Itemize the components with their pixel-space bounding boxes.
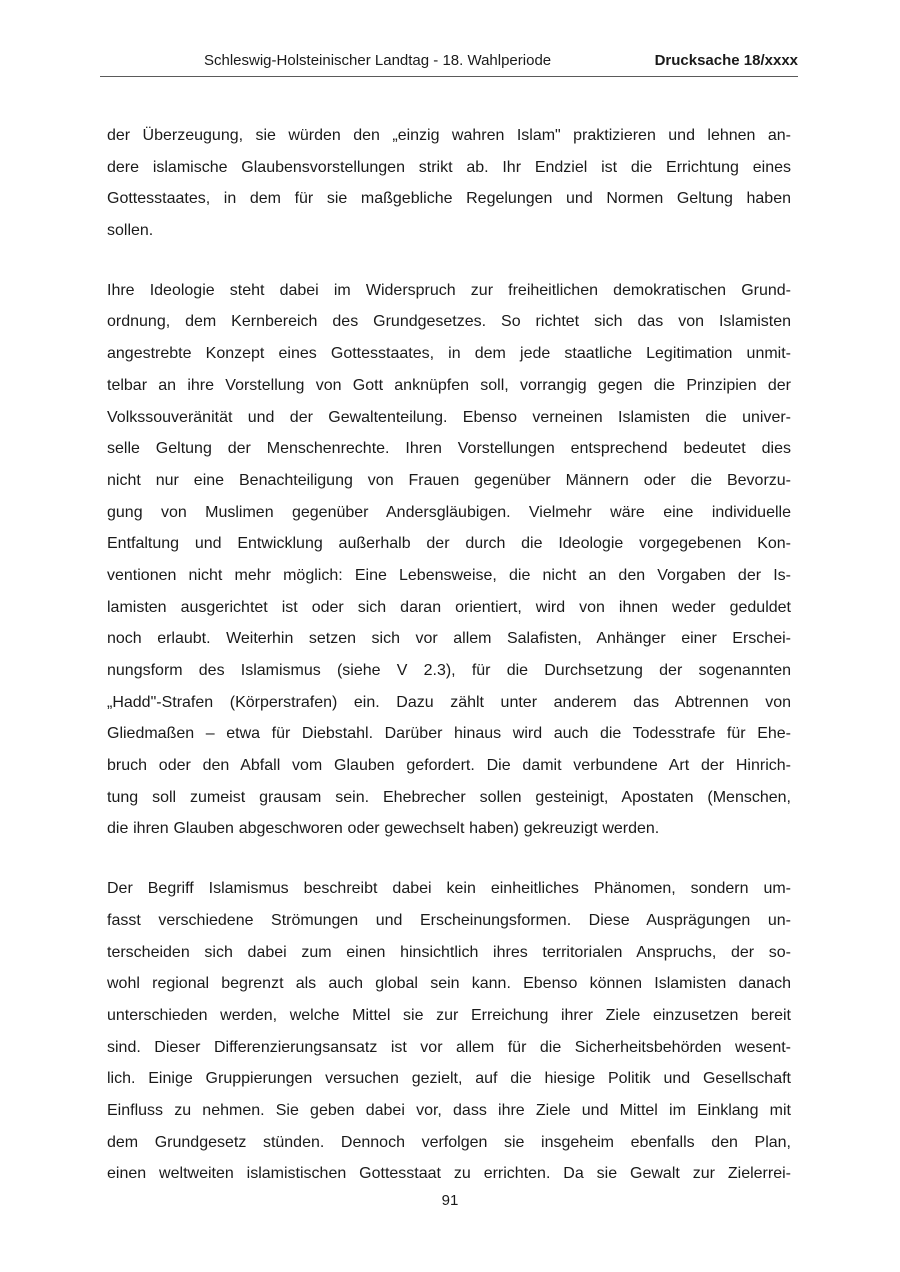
text-line: nungsform des Islamismus (siehe V 2.3), für die Durchsetzung der sogenannten bbox=[107, 662, 791, 679]
text-line: sind. Dieser Differenzierungsansatz ist vor allem für die Sicherheitsbehörden wesent- bbox=[107, 1038, 791, 1056]
document-body bbox=[107, 120, 791, 1218]
text-line: ventionen nicht mehr möglich: Eine Lebensweise, die nicht an den Vorgaben der Is- bbox=[107, 566, 791, 584]
text-line: „Hadd"-Strafen (Körperstrafen) ein. Dazu zählt unter anderem das Abtrennen von bbox=[107, 693, 791, 711]
document-footer bbox=[0, 1192, 900, 1210]
text-line: lamisten ausgerichtet ist oder sich daran orientiert, wird von ihnen weder geduldet bbox=[107, 598, 791, 616]
text-line: die ihren Glauben abgeschworen oder gewechselt haben) gekreuzigt werden. bbox=[107, 820, 660, 838]
text-line: der Überzeugung, sie würden den „einzig wahren Islam" praktizieren und lehnen an- bbox=[107, 127, 791, 144]
text-line: fasst verschiedene Strömungen und Erscheinungsformen. Diese Ausprägungen un- bbox=[107, 911, 791, 929]
text-line: wohl regional begrenzt als auch global sein kann. Ebenso können Islamisten danach bbox=[107, 975, 791, 993]
text-line: Der Begriff Islamismus beschreibt dabei kein einheitliches Phänomen, sondern um- bbox=[107, 880, 791, 898]
paragraph bbox=[107, 275, 791, 845]
text-line: Entfaltung und Entwicklung außerhalb der durch die Ideologie vorgegebenen Kon- bbox=[107, 535, 791, 553]
paragraph bbox=[107, 873, 791, 1190]
text-line: einen weltweiten islamistischen Gottesstaat zu errichten. Da sie Gewalt zur Zielerrei- bbox=[107, 1165, 791, 1183]
text-line: telbar an ihre Vorstellung von Gott anknüpfen soll, vorrangig gegen die Prinzipien der bbox=[107, 376, 791, 394]
text-line: lich. Einige Gruppierungen versuchen gezielt, auf die hiesige Politik und Gesellschaft bbox=[107, 1070, 791, 1088]
text-line: tung soll zumeist grausam sein. Ehebrecher sollen gesteinigt, Apostaten (Menschen, bbox=[107, 788, 791, 806]
text-line: sollen. bbox=[107, 222, 154, 240]
text-line: gung von Muslimen gegenüber Andersgläubigen. Vielmehr wäre eine individuelle bbox=[107, 503, 791, 521]
text-line: terscheiden sich dabei zum einen hinsichtlich ihres territorialen Anspruchs, der so- bbox=[107, 943, 791, 961]
header-parliament-title: Schleswig-Holsteinischer Landtag - 18. Wahlperiode bbox=[204, 52, 552, 69]
text-line: Ihre Ideologie steht dabei im Widerspruch zur freiheitlichen demokratischen Grund- bbox=[107, 281, 791, 299]
text-line: Gliedmaßen – etwa für Diebstahl. Darüber hinaus wird auch die Todesstrafe für Ehe- bbox=[107, 725, 791, 743]
header-drucksache-label: Drucksache 18/xxxx bbox=[654, 52, 798, 69]
text-line: bruch oder den Abfall vom Glauben gefordert. Die damit verbundene Art der Hinrich- bbox=[107, 757, 791, 775]
paragraph bbox=[107, 120, 791, 247]
text-line: ordnung, dem Kernbereich des Grundgesetzes. So richtet sich das von Islamisten bbox=[107, 313, 791, 331]
text-line: Einfluss zu nehmen. Sie geben dabei vor, dass ihre Ziele und Mittel im Einklang mit bbox=[107, 1101, 791, 1119]
text-line: selle Geltung der Menschenrechte. Ihren Vorstellungen entsprechend bedeutet dies bbox=[107, 440, 791, 458]
text-line: nicht nur eine Benachteiligung von Frauen gegenüber Männern oder die Bevorzu- bbox=[107, 471, 791, 489]
page-number: 91 bbox=[441, 1192, 459, 1209]
text-line: Volkssouveränität und der Gewaltenteilung. Ebenso verneinen Islamisten die univer- bbox=[107, 408, 791, 426]
text-line: dem Grundgesetz stünden. Dennoch verfolgen sie insgeheim ebenfalls den Plan, bbox=[107, 1133, 791, 1151]
text-line: Gottesstaates, in dem für sie maßgebliche Regelungen und Normen Geltung haben bbox=[107, 190, 791, 208]
text-line: angestrebte Konzept eines Gottesstaates, in dem jede staatliche Legitimation unmit- bbox=[107, 345, 791, 363]
document-header bbox=[100, 52, 798, 77]
text-line: unterschieden werden, welche Mittel sie zur Erreichung ihrer Ziele einzusetzen bereit bbox=[107, 1006, 791, 1024]
text-line: dere islamische Glaubensvorstellungen strikt ab. Ihr Endziel ist die Errichtung eines bbox=[107, 158, 791, 176]
text-line: noch erlaubt. Weiterhin setzen sich vor allem Salafisten, Anhänger einer Erschei- bbox=[107, 630, 791, 648]
